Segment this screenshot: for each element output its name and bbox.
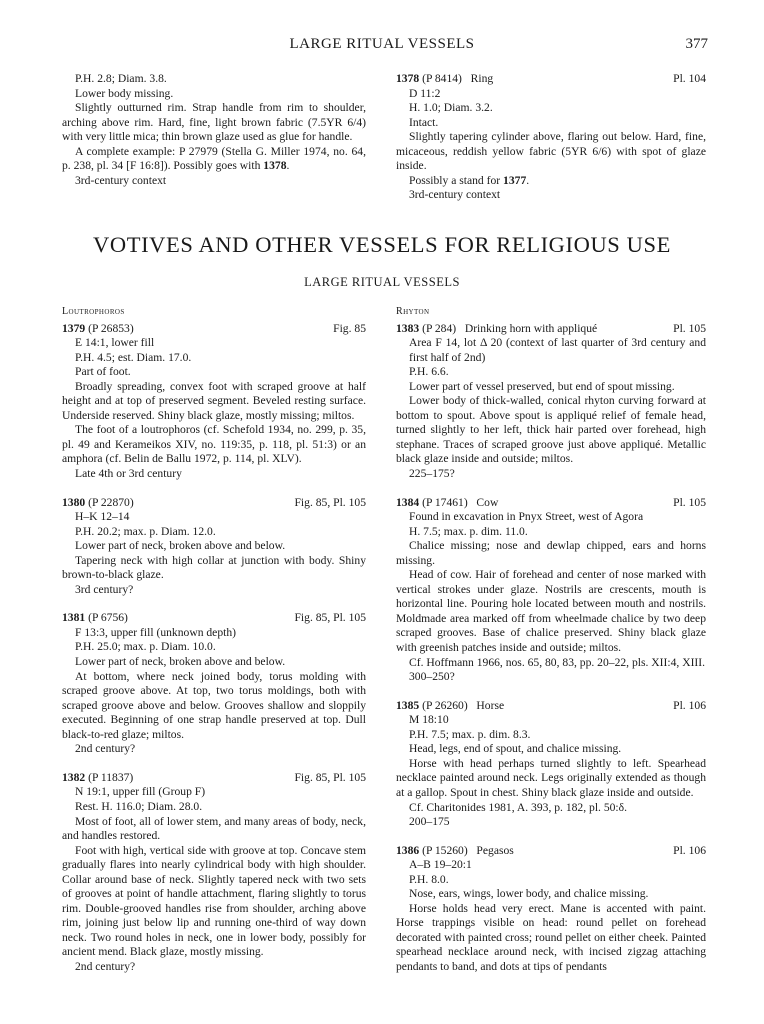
dims-line: H. 7.5; max. p. dim. 11.0. [409, 524, 528, 538]
entry-heading [396, 844, 706, 859]
state-para: Chalice missing; nose and dewlap chipped, ears and horns missing. [396, 539, 706, 567]
date-line: 200–175 [409, 815, 450, 829]
state-line: Lower part of neck, broken above and below. [75, 539, 286, 553]
dims-line: Rest. H. 116.0; Diam. 28.0. [75, 799, 203, 813]
date-line: 2nd century? [75, 742, 136, 756]
deposit-line: H–K 12–14 [75, 510, 130, 524]
inventory-number: (P 22870) [88, 495, 134, 509]
state-line: Nose, ears, wings, lower body, and chalice missing. [409, 887, 649, 901]
entry-name: Horse [476, 698, 505, 712]
running-head [0, 36, 764, 56]
description-para: Head of cow. Hair of forehead and center of nose marked with vertical strokes under glaze. Nostrils are crescents, mouth is horizontal line. Pouring hole located between mouth and nostrils. Moldmade area marked off from wheelmade chalice by two deep scraped grooves. Base of chalice preserved. Shiny black glaze with greenish patches inside and outside; miltos. [396, 568, 706, 655]
dims-line: P.H. 4.5; est. Diam. 17.0. [75, 350, 192, 364]
section-subtitle: LARGE RITUAL VESSELS [304, 275, 460, 289]
deposit-line: D 11:2 [409, 86, 441, 100]
description-para: Slightly outturned rim. Strap handle from rim to shoulder, arching above rim. Hard, fine, light brown fabric (7.5YR 6/4) with very little mica; thin brown glaze used as glue for handle. [62, 101, 366, 144]
state-line: Head, legs, end of spout, and chalice missing. [409, 742, 622, 756]
entry-number: 1380 [62, 495, 86, 509]
comparison-para: Cf. Hoffmann 1966, nos. 65, 80, 83, pp. 20–22, pls. XII:4, XIII. [409, 655, 706, 669]
entry-name: Ring [470, 72, 494, 85]
description-para: Horse holds head very erect. Mane is accented with paint. Horse trappings visible on head: round pellet on forehead decorated with painted cross; round pellet on either cheek. Painted spearhead necklace around neck, with incised zigzag attaching pendants to band, and dots at tips of pendants [396, 901, 706, 973]
entry-name: Cow [476, 495, 499, 509]
entry-name: Pegasos [476, 843, 514, 857]
state-line: Lower part of neck, broken above and below. [75, 655, 286, 669]
dims-line: P.H. 2.8; Diam. 3.8. [75, 72, 167, 85]
entry-heading [396, 496, 706, 511]
entry-heading [62, 322, 366, 337]
deposit-line: N 19:1, upper fill (Group F) [75, 785, 206, 799]
comparison-para: The foot of a loutrophoros (cf. Schefold 1934, no. 299, p. 35, pl. 49 and Kerameikos XIV, no. 119:35, p. 118, pl. 51:3) or an amphora (cf. Belin de Ballu 1972, p. 114, pl. XLV). [62, 423, 366, 466]
inventory-number: (P 15260) [422, 843, 468, 857]
dims-line: P.H. 8.0. [409, 872, 449, 886]
dims-line: P.H. 7.5; max. p. dim. 8.3. [409, 727, 531, 741]
plate-ref: Pl. 106 [673, 698, 706, 712]
state-para: Lower part of vessel preserved, but end of spout missing. [409, 379, 675, 393]
date-line: 3rd-century context [409, 188, 501, 202]
deposit-line: Found in excavation in Pnyx Street, west of Agora [409, 510, 644, 524]
entry-number: 1378 [396, 72, 420, 85]
description-para: At bottom, where neck joined body, torus molding with scraped groove above. At top, two torus moldings, both with scraped groove above and below. Grooves shallow and sloppily executed. Beginning of one strap handle preserved at top. Dull black-to-red glaze; miltos. [62, 669, 366, 741]
inventory-number: (P 284) [422, 321, 457, 335]
dims-line: P.H. 20.2; max. p. Diam. 12.0. [75, 524, 216, 538]
catalog-entry-1381 [62, 611, 366, 756]
note-para: Possibly a stand for 1377. [409, 173, 530, 187]
catalog-entry-1384 [396, 496, 706, 685]
dims-line: H. 1.0; Diam. 3.2. [409, 101, 493, 115]
dims-line: P.H. 6.6. [409, 365, 449, 379]
inventory-number: (P 8414) [422, 72, 462, 85]
deposit-line: F 13:3, upper fill (unknown depth) [75, 625, 237, 639]
date-line: 3rd-century context [75, 173, 167, 187]
inventory-number: (P 6756) [88, 611, 128, 625]
inventory-number: (P 11837) [88, 770, 134, 784]
comparison-para: A complete example: P 27979 (Stella G. Miller 1974, no. 64, p. 238, pl. 34 [F 16:8]). Possibly goes with 1378. [62, 144, 366, 173]
plate-ref: Fig. 85, Pl. 105 [294, 495, 366, 509]
page-number: 377 [685, 36, 708, 52]
catalog-entry-1380 [62, 496, 366, 598]
right-column [396, 305, 706, 975]
description-para: Slightly tapering cylinder above, flaring out below. Hard, fine, micaceous, reddish yellow fabric (5YR 6/6) with spot of glaze inside. [396, 130, 706, 173]
state-line: Lower body missing. [75, 86, 174, 100]
description-para: Foot with high, vertical side with groove at top. Concave stem gradually flares into nearly cylindrical body with high shoulder. Collar around base of neck. Slightly tapered neck with two sets of grooves at point of handle attachment, flaring slightly to torus rim. Double-grooved handles rise from shoulder, arching above rim, joining just below lip and running one-third of way down neck. Two round holes in neck, one in lower body, possibly for ancient mend. Black glaze, mostly missing. [62, 843, 366, 959]
state-para: Most of foot, all of lower stem, and many areas of body, neck, and handles restored. [62, 814, 366, 843]
entry-number: 1384 [396, 495, 420, 509]
category-heading: Rhyton [396, 306, 430, 317]
cross-ref: 1377 [503, 173, 527, 187]
inventory-number: (P 26260) [422, 698, 468, 712]
state-line: Intact. [409, 115, 439, 129]
entry-heading [396, 699, 706, 714]
cross-ref: 1378 [263, 159, 287, 173]
entry-name: Drinking horn with appliqué [464, 321, 598, 335]
entry-number: 1385 [396, 698, 420, 712]
plate-ref: Pl. 105 [673, 495, 706, 509]
entry-heading [396, 72, 706, 87]
entry-number: 1381 [62, 611, 86, 625]
deposit-line: A–B 19–20:1 [409, 858, 472, 872]
date-line: 300–250? [409, 670, 455, 684]
catalog-entry-1383 [396, 322, 706, 482]
deposit-line: Area F 14, lot Δ 20 (context of last quarter of 3rd century and first half of 2nd) [409, 336, 706, 364]
catalog-entry-1386 [396, 844, 706, 975]
deposit-line: M 18:10 [409, 713, 449, 727]
left-column [62, 305, 366, 975]
section-title: VOTIVES AND OTHER VESSELS FOR RELIGIOUS USE [93, 232, 671, 257]
entry-heading [62, 496, 366, 511]
catalog-entry-1378 [396, 72, 706, 203]
state-line: Part of foot. [75, 365, 131, 379]
description-para: Broadly spreading, convex foot with scraped groove at half height and at top of preserved segment. Beveled resting surface. Underside reserved. Shiny black glaze, mostly missing; miltos. [62, 379, 366, 422]
plate-ref: Fig. 85, Pl. 105 [294, 770, 366, 784]
entry-heading [62, 771, 366, 786]
running-head-title: LARGE RITUAL VESSELS [289, 36, 475, 52]
catalog-entry-1379 [62, 322, 366, 482]
comparison-para: Cf. Charitonides 1981, A. 393, p. 182, pl. 50:δ. [409, 800, 628, 814]
plate-ref: Fig. 85, Pl. 105 [294, 611, 366, 625]
entry-number: 1379 [62, 321, 86, 335]
date-line: 225–175? [409, 467, 455, 481]
description-para: Lower body of thick-walled, conical rhyton curving forward at bottom to spout. Above spout is appliqué relief of female head, turned slightly to her left, thick hair parted over forehead, high stephane. Traces of scraped groove just above appliqué. Metallic black glaze inside and outside; miltos. [396, 394, 706, 466]
entry-heading [62, 611, 366, 626]
description-para: Horse with head perhaps turned slightly to left. Spearhead necklace painted around neck. Legs originally extended as though at a gallop. Spout in chest. Shiny black glaze inside and outside. [396, 756, 706, 799]
date-line: Late 4th or 3rd century [75, 467, 182, 481]
inventory-number: (P 17461) [422, 495, 468, 509]
plate-ref: Pl. 104 [673, 72, 706, 85]
inventory-number: (P 26853) [88, 321, 134, 335]
entry-number: 1382 [62, 770, 86, 784]
deposit-line: E 14:1, lower fill [75, 336, 155, 350]
entry-number: 1386 [396, 843, 420, 857]
date-line: 3rd century? [75, 582, 134, 596]
description-para: Tapering neck with high collar at junction with body. Shiny brown-to-black glaze. [62, 553, 366, 582]
plate-ref: Fig. 85 [333, 321, 366, 335]
top-left-continuation [62, 72, 366, 188]
category-heading: Loutrophoros [62, 306, 125, 317]
plate-ref: Pl. 105 [673, 321, 706, 335]
plate-ref: Pl. 106 [673, 843, 706, 857]
catalog-entry-1385 [396, 699, 706, 830]
entry-heading [396, 322, 706, 337]
dims-line: P.H. 25.0; max. p. Diam. 10.0. [75, 640, 216, 654]
entry-number: 1383 [396, 321, 420, 335]
date-line: 2nd century? [75, 959, 136, 973]
catalog-entry-1382 [62, 771, 366, 975]
